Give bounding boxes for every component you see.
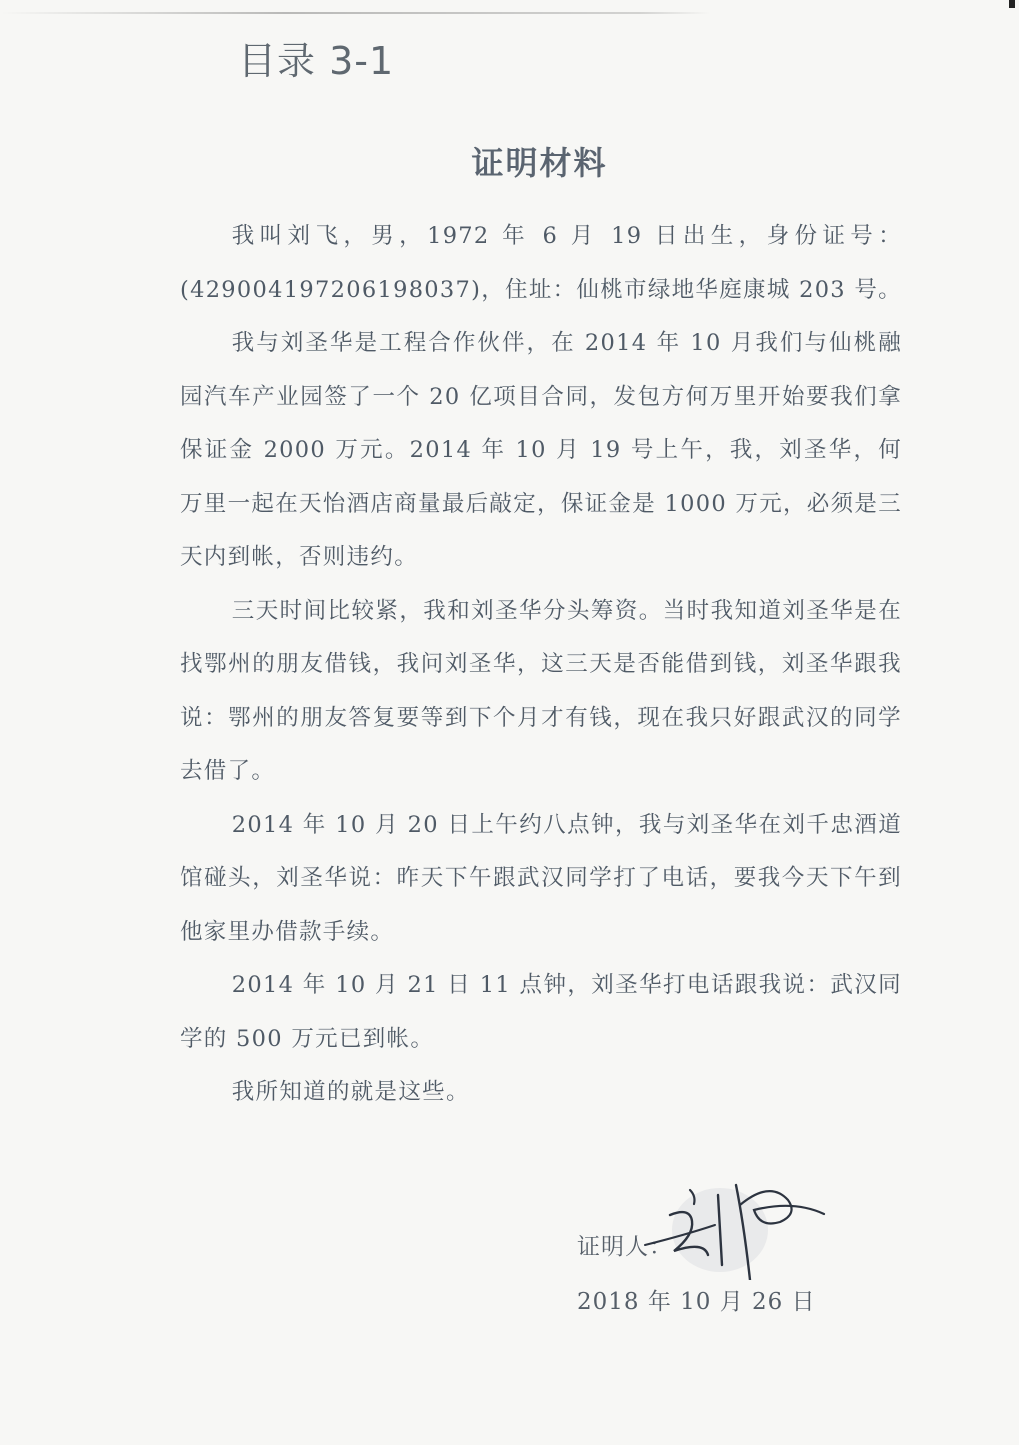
paragraph-meeting: 2014 年 10 月 20 日上午约八点钟，我与刘圣华在刘千忠酒道馆碰头，刘圣华说：昨天下午跟武汉同学打了电话，要我今天下午到他家里办借款手续。: [180, 811, 902, 945]
paragraph-identity: 我叫刘飞，男，1972 年 6 月 19 日出生，身份证号：(429004197206198037)，住址：仙桃市绿地华庭康城 203 号。: [180, 223, 902, 303]
paragraph-contract: 我与刘圣华是工程合作伙伴，在 2014 年 10 月我们与仙桃融园汽车产业园签了一个 20 亿项目合同，发包方何万里开始要我们拿保证金 2000 万元。2014 年 10 月 19 号上午，我，刘圣华，何万里一起在天怡酒店商量最后敲定，保证金是 1000 万元，必须是三天内到帐，否则违约。: [180, 330, 902, 570]
signer-label: 证明人：: [577, 1234, 673, 1260]
handwritten-signature: [640, 1170, 840, 1280]
scan-corner-mark: [1009, 0, 1015, 8]
paragraph-closing: 我所知道的就是这些。: [231, 1079, 470, 1105]
document-body: [180, 210, 902, 1120]
paragraph-fundraising: 三天时间比较紧，我和刘圣华分头筹资。当时我知道刘圣华是在找鄂州的朋友借钱，我问刘圣华，这三天是否能借到钱，刘圣华跟我说：鄂州的朋友答复要等到下个月才有钱，现在我只好跟武汉的同学去借了。: [180, 597, 902, 784]
signature-date: 2018 年 10 月 26 日: [577, 1289, 816, 1315]
catalog-label: 目录 3-1: [238, 39, 395, 83]
scan-header-line: [0, 12, 710, 14]
document-title: 证明材料: [471, 144, 608, 182]
paragraph-funds-arrived: 2014 年 10 月 21 日 11 点钟，刘圣华打电话跟我说：武汉同学的 500 万元已到帐。: [180, 972, 902, 1052]
